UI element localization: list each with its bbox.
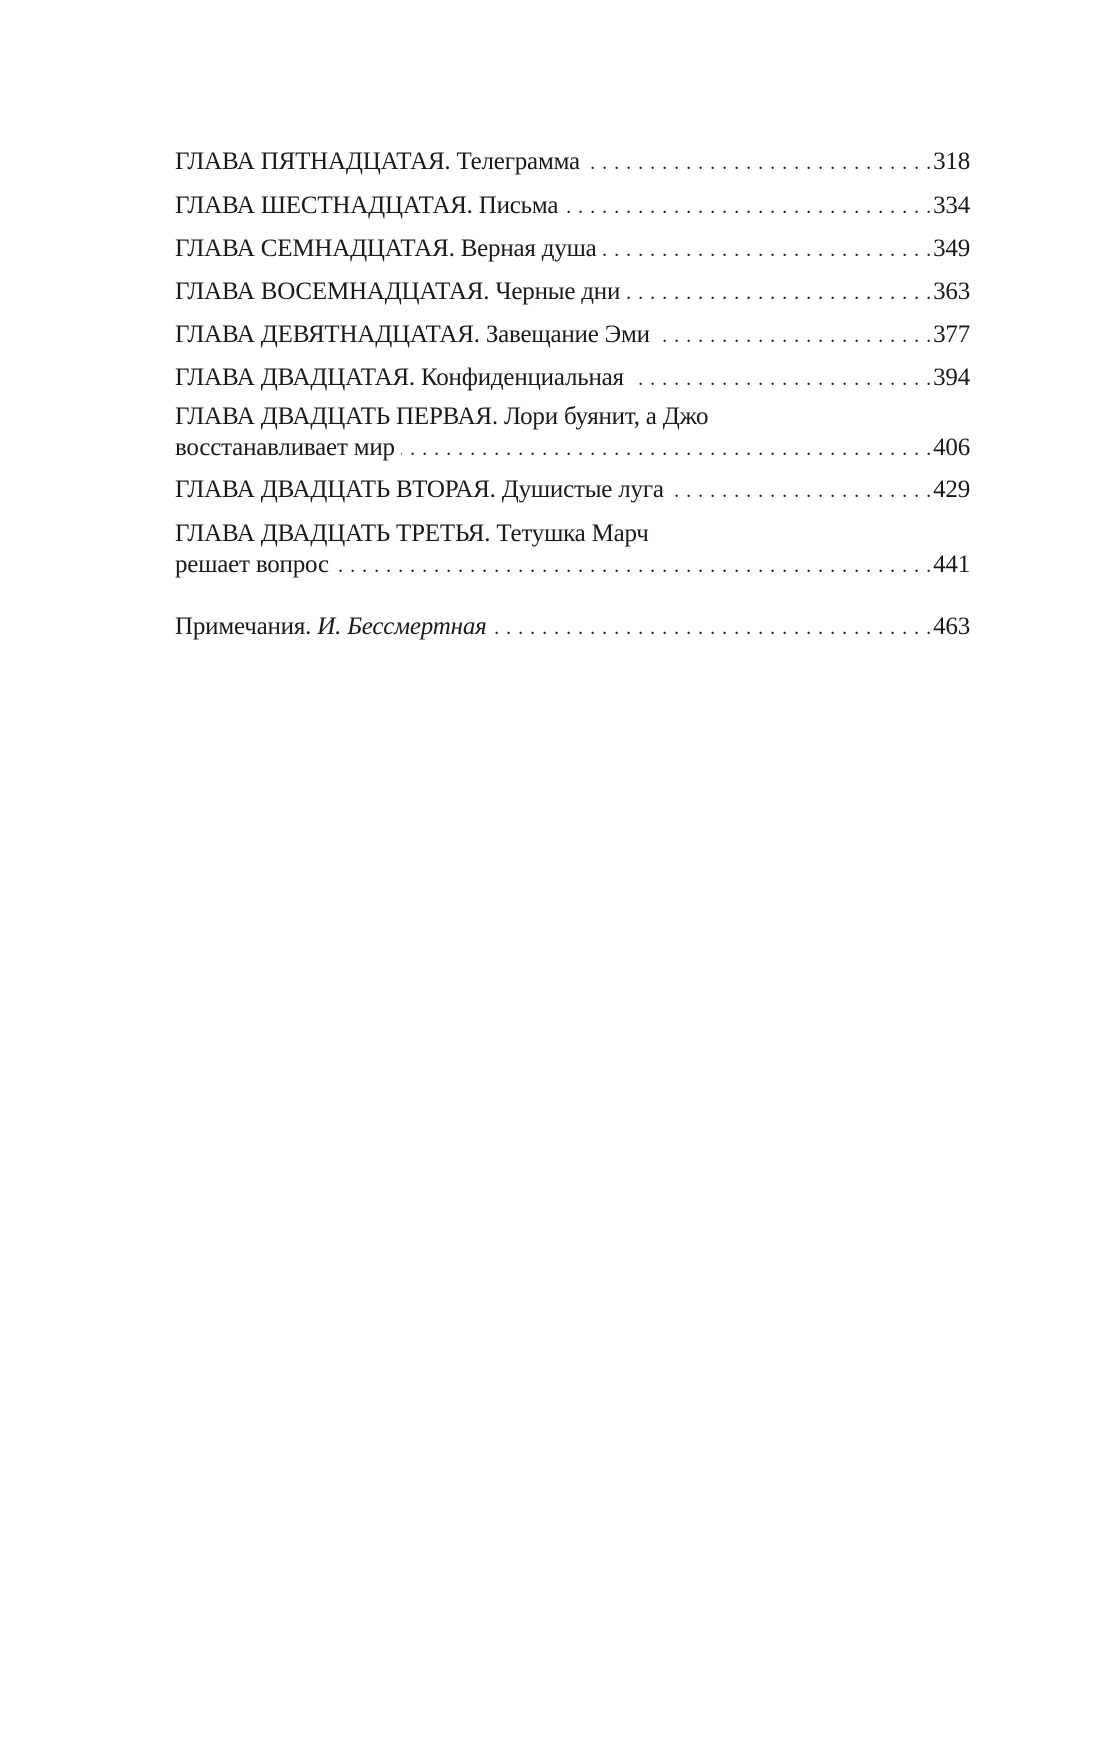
toc-entry <box>175 361 970 395</box>
toc-page: 429 <box>933 476 970 503</box>
toc-entry-line1 <box>175 517 970 551</box>
toc-title: ГЛАВА ПЯТНАДЦАТАЯ. Телеграмма <box>175 148 580 175</box>
toc-entry <box>175 145 970 179</box>
toc-title: ГЛАВА ДВАДЦАТЬ ВТОРАЯ. Душистые луга <box>175 476 664 503</box>
toc-title: ГЛАВА ДЕВЯТНАДЦАТАЯ. Завещание Эми <box>175 321 650 348</box>
leader-dots <box>670 473 931 508</box>
notes-title: Примечания. <box>175 613 312 640</box>
leader-dots <box>564 189 931 224</box>
toc-title: ГЛАВА СЕМНАДЦАТАЯ. Верная душа <box>175 235 597 262</box>
toc-title: ГЛАВА ДВАДЦАТЬ ПЕРВАЯ. Лори буянит, а Джо <box>175 403 709 430</box>
toc-page: 463 <box>933 613 970 640</box>
toc-entry <box>175 189 970 223</box>
leader-dots <box>656 318 931 353</box>
toc-page: 377 <box>933 321 970 348</box>
notes-author: И. Бессмертная <box>317 613 487 640</box>
toc-entry <box>175 431 970 465</box>
toc-entry-line1 <box>175 400 970 434</box>
leader-dots <box>335 548 931 583</box>
toc-page: 334 <box>933 192 970 219</box>
leader-dots <box>493 610 932 645</box>
toc-entry <box>175 473 970 507</box>
toc-page: 406 <box>933 434 970 461</box>
leader-dots <box>630 361 931 396</box>
toc-entry <box>175 232 970 266</box>
toc-title: ГЛАВА ДВАДЦАТЬ ТРЕТЬЯ. Тетушка Марч <box>175 520 649 547</box>
toc-title: решает вопрос <box>175 551 329 578</box>
notes-title-wrap <box>175 610 487 644</box>
leader-dots <box>603 232 932 267</box>
leader-dots <box>586 145 931 180</box>
toc-title: восстанавливает мир <box>175 434 395 461</box>
toc-entry <box>175 275 970 309</box>
toc-page: 318 <box>933 148 970 175</box>
toc-page: 349 <box>933 235 970 262</box>
toc-page: 394 <box>933 364 970 391</box>
toc-entry <box>175 548 970 582</box>
toc-entry <box>175 318 970 352</box>
leader-dots <box>626 275 931 310</box>
toc-page: 441 <box>933 551 970 578</box>
leader-dots <box>401 431 931 466</box>
toc-title: ГЛАВА ДВАДЦАТАЯ. Конфиденциальная <box>175 364 624 391</box>
toc-title: ГЛАВА ВОСЕМНАДЦАТАЯ. Черные дни <box>175 278 621 305</box>
toc-entry-notes <box>175 610 970 644</box>
toc-page: 363 <box>933 278 970 305</box>
toc-title: ГЛАВА ШЕСТНАДЦАТАЯ. Письма <box>175 192 559 219</box>
